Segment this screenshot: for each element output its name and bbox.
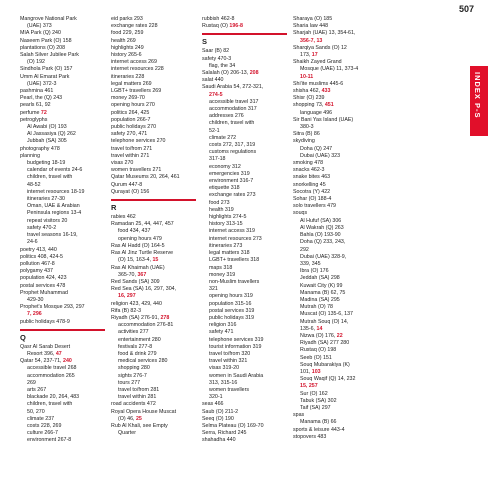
- index-subentry: exchange rates 273: [209, 192, 256, 199]
- index-subentry: climate 237: [27, 415, 55, 422]
- index-entry: shisha 462, 433: [293, 88, 331, 95]
- index-entry: Qurayat (O) 156: [111, 188, 150, 195]
- index-entry: telephone services 270: [111, 138, 166, 145]
- index-subentry: internet resources 273: [209, 235, 262, 242]
- index-subentry: children, travel with: [209, 120, 255, 127]
- index-subentry: 135-6, 14: [300, 325, 323, 332]
- index-subentry: Quarter: [118, 430, 136, 437]
- index-entry: petroglyphs: [20, 116, 48, 123]
- index-subentry: accessible travel 317: [209, 98, 259, 105]
- index-subentry: 365-70, 367: [118, 271, 147, 278]
- index-entry: snacks 462-3: [293, 167, 325, 174]
- highlight-page-ref: 16, 297: [118, 293, 136, 300]
- section-letter: Q: [20, 329, 105, 342]
- index-entry: pearls 61, 92: [20, 102, 51, 109]
- index-subentry: Ibra (O) 176: [300, 268, 329, 275]
- index-subentry: religion 316: [209, 322, 237, 329]
- index-subentry: women in Saudi Arabia: [209, 372, 264, 379]
- index-thumb-label: INDEX P-S: [473, 72, 482, 119]
- highlight-page-ref: 25: [135, 415, 142, 422]
- index-subentry: 429-30: [27, 296, 44, 303]
- index-entry: visas 270: [111, 160, 134, 167]
- index-entry: Saub (O) 211-2: [202, 408, 239, 415]
- index-entry: Red Sea (SA) 16, 297, 304,: [111, 286, 177, 293]
- index-subentry: Madina (SA) 295: [300, 296, 340, 303]
- highlight-page-ref: 10-11: [300, 73, 314, 80]
- index-subentry: [202, 92, 287, 99]
- index-subentry: 48-52: [27, 181, 41, 188]
- index-subentry: Bahla (O) 193-90: [300, 232, 341, 239]
- highlight-page-ref: 433: [321, 88, 331, 95]
- index-subentry: travel within 281: [118, 394, 157, 401]
- index-subentry: 292: [300, 246, 309, 253]
- index-entry: Salah Silver Jubilee Park: [20, 52, 79, 59]
- index-entry: public holidays 478-9: [20, 318, 70, 325]
- index-entry: perfume 72: [20, 109, 47, 116]
- index-subentry: legal matters 318: [209, 250, 250, 257]
- index-subentry: visas 319-20: [209, 365, 240, 372]
- index-subentry: highlights 274-5: [209, 214, 247, 221]
- index-entry: Sindhola Park (O) 157: [20, 66, 73, 73]
- index-subentry: public holidays 319: [209, 314, 255, 321]
- index-entry: Ramadan 25, 44, 447, 457: [111, 221, 174, 228]
- index-entry: Sharaya (O) 185: [293, 16, 333, 22]
- index-entry: road accidents 472: [111, 401, 156, 408]
- index-subentry: 380-3: [300, 124, 314, 131]
- index-entry: women travellers 271: [111, 167, 162, 174]
- index-entry: Red Sands (SA) 309: [111, 278, 160, 285]
- highlight-page-ref: 17: [311, 52, 318, 59]
- index-column-4: [293, 16, 378, 486]
- index-subentry: Tabuk (SA) 302: [300, 397, 337, 404]
- highlight-page-ref: 356-7, 13: [300, 37, 323, 44]
- index-subentry: safety 470-2: [27, 224, 57, 231]
- index-entry: Sitra (B) 86: [293, 131, 320, 138]
- index-entry: Riyadh (SA) 276-91, 278: [111, 314, 170, 321]
- index-entry: public holidays 270: [111, 124, 157, 131]
- index-entry: Royal Opera House Muscat: [111, 408, 177, 415]
- index-column-2: [111, 16, 196, 486]
- index-entry: religion 423, 429, 440: [111, 300, 162, 307]
- index-subentry: travel to/from 320: [209, 350, 251, 357]
- index-subentry: addresses 276: [209, 113, 244, 120]
- index-entry: Pearl, the (Q) 243: [20, 95, 63, 102]
- index-subentry: etiquette 318: [209, 185, 240, 192]
- index-subentry: festivals 277-8: [118, 343, 153, 350]
- index-subentry: internet resources 18-19: [27, 188, 85, 195]
- index-entry: Sharqiya Sands (O) 12: [293, 44, 347, 51]
- index-subentry: Seeb (O) 151: [300, 354, 332, 361]
- index-entry: salat 440: [202, 77, 224, 84]
- index-entry: Naseem Park (O) 158: [20, 37, 72, 44]
- index-entry: Sharjah (UAE) 13, 354-61,: [293, 30, 356, 37]
- index-entry: highlights 249: [111, 44, 144, 51]
- index-entry: food 229, 259: [111, 30, 144, 37]
- index-subentry: Oman, UAE & Arabian: [27, 203, 80, 210]
- index-entry: Shi'ite muslims 445-6: [293, 80, 344, 87]
- index-entry: sports & leisure 443-4: [293, 426, 345, 433]
- index-subentry: climate 272: [209, 134, 237, 141]
- index-entry: plantations (O) 208: [20, 44, 66, 51]
- index-subentry: accommodation 317: [209, 106, 257, 113]
- index-subentry: (UAE) 372-3: [27, 80, 57, 87]
- index-subentry: Al Hufuf (SA) 306: [300, 217, 342, 224]
- index-entry: eid parks 293: [111, 16, 143, 22]
- index-entry: Umm Al Emarat Park: [20, 73, 70, 80]
- index-subentry: Resort 396, 47: [27, 350, 62, 357]
- index-subentry: 173, 17: [300, 52, 318, 59]
- index-entry: Prophet Muhammad: [20, 289, 68, 296]
- index-subentry: Souq Waqif (Q) 14, 232: [300, 376, 356, 383]
- index-subentry: itineraries 273: [209, 242, 243, 249]
- index-subentry: language 496: [300, 109, 333, 116]
- index-subentry: Mutrah (O) 78: [300, 304, 333, 311]
- index-subentry: maps 318: [209, 264, 233, 271]
- index-entry: safety 270, 471: [111, 131, 148, 138]
- index-subentry: Doha (Q) 233, 243,: [300, 239, 346, 246]
- index-subentry: Sur (O) 162: [300, 390, 328, 397]
- index-subentry: Muscat (O) 135-6, 137: [300, 311, 353, 318]
- highlight-page-ref: 367: [137, 271, 147, 278]
- index-subentry: women travellers: [209, 386, 250, 393]
- index-subentry: money 319: [209, 271, 236, 278]
- index-entry: skydiving: [293, 138, 315, 145]
- index-subentry: calendar of events 24-6: [27, 167, 83, 174]
- index-subentry: non-Muslim travellers: [209, 278, 260, 285]
- index-subentry: [20, 311, 105, 318]
- index-subentry: Taif (SA) 297: [300, 404, 331, 411]
- index-entry: Seeq (O) 190: [202, 415, 234, 422]
- index-entry: Qatar Museums 20, 264, 461: [111, 174, 180, 181]
- index-entry: internet access 269: [111, 59, 157, 66]
- index-entry: politics 264, 425: [111, 109, 150, 116]
- index-subentry: 321: [209, 286, 218, 293]
- highlight-page-ref: 22: [336, 332, 343, 339]
- index-subentry: customs regulations: [209, 149, 257, 156]
- index-subentry: environment 267-8: [27, 437, 72, 444]
- index-subentry: 52-1: [209, 127, 220, 134]
- index-entry: snorkelling 45: [293, 181, 326, 188]
- index-subentry: Mosque (UAE) 11, 373-4: [300, 66, 359, 73]
- highlight-page-ref: 278: [160, 314, 170, 321]
- index-entry: Selma Plateau (O) 169-70: [202, 422, 264, 429]
- index-subentry: arts 267: [27, 386, 47, 393]
- index-subentry: culture 266-7: [27, 430, 58, 437]
- index-subentry: Al Wakrah (Q) 263: [300, 224, 344, 231]
- index-entry: rubbish 462-8: [202, 16, 235, 22]
- index-subentry: accommodation 265: [27, 372, 75, 379]
- index-subentry: (O) 192: [27, 59, 45, 66]
- index-entry: smoking 478: [293, 160, 324, 167]
- index-subentry: flag, the 34: [209, 62, 236, 69]
- index-subentry: 24-6: [27, 239, 38, 246]
- index-subentry: shopping 280: [118, 365, 150, 372]
- index-subentry: food 273: [209, 199, 230, 206]
- index-subentry: history 313-15: [209, 221, 243, 228]
- index-entry: Qurum 447-8: [111, 181, 143, 188]
- index-subentry: travel within 321: [209, 358, 248, 365]
- index-subentry: entertainment 280: [118, 336, 161, 343]
- index-subentry: travel to/from 281: [118, 386, 160, 393]
- index-entry: travel to/from 271: [111, 145, 153, 152]
- index-subentry: telephone services 319: [209, 336, 264, 343]
- index-subentry: 50, 270: [27, 408, 45, 415]
- highlight-page-ref: 15, 257: [300, 383, 318, 390]
- index-subentry: budgeting 18-19: [27, 160, 66, 167]
- index-subentry: tours 277: [118, 379, 141, 386]
- index-subentry: 317-18: [209, 156, 226, 163]
- index-subentry: safety 471: [209, 329, 234, 336]
- index-entry: money 269-70: [111, 95, 145, 102]
- index-entry: internet resources 228: [111, 66, 164, 73]
- index-entry: snake bites 463: [293, 174, 331, 181]
- index-entry: Rustaq (O) 196-8: [202, 23, 243, 30]
- index-entry: Shaikh Zayed Grand: [293, 59, 342, 66]
- index-entry: postal services 478: [20, 282, 66, 289]
- section-letter: R: [111, 199, 196, 212]
- index-subentry: food & drink 279: [118, 350, 157, 357]
- page-number: 507: [458, 4, 474, 14]
- index-subentry: Dubai (UAE) 328-9,: [300, 253, 347, 260]
- index-subentry: (O) 15, 163-4, 15: [118, 257, 159, 264]
- index-subentry: 101, 103: [300, 368, 321, 375]
- index-entry: Ras Al Hadd (O) 164-5: [111, 242, 165, 249]
- index-column-1: [20, 16, 105, 486]
- index-subentry: Al Jassasiya (Q) 262: [27, 131, 76, 138]
- index-subentry: Al Awabi (O) 193: [27, 124, 67, 131]
- highlight-page-ref: 103: [311, 368, 321, 375]
- index-entry: safety 470-3: [202, 55, 232, 62]
- index-subentry: [111, 293, 196, 300]
- index-entry: pollution 467-8: [20, 260, 55, 267]
- index-entry: exchange rates 228: [111, 23, 158, 30]
- index-entry: photography 478: [20, 145, 60, 152]
- index-entry: politics 408, 424-5: [20, 253, 63, 260]
- highlight-page-ref: 72: [40, 109, 47, 116]
- index-subentry: repeat visitors 20: [27, 217, 68, 224]
- index-entry: Qasr Al Sarab Desert: [20, 343, 71, 350]
- index-subentry: Kuwait City (K) 99: [300, 282, 343, 289]
- index-subentry: Souq Mubarakiya (K): [300, 361, 350, 368]
- index-entry: planning: [20, 152, 41, 159]
- index-entry: LGBT+ travellers 269: [111, 88, 162, 95]
- index-subentry: Doha (Q) 247: [300, 145, 333, 152]
- index-entry: population 266-7: [111, 116, 151, 123]
- index-entry: spas: [293, 412, 305, 419]
- index-subentry: (UAE) 373: [27, 23, 52, 30]
- index-subentry: 269: [27, 379, 36, 386]
- index-subentry: Manama (B) 62, 75: [300, 289, 346, 296]
- index-entry: Mangrove National Park: [20, 16, 77, 22]
- index-entry: Qatar 54, 237-71, 240: [20, 358, 72, 365]
- index-subentry: tourist information 319: [209, 343, 262, 350]
- index-columns: [20, 16, 465, 486]
- index-entry: Saudi Arabia 54, 272-321,: [202, 84, 264, 91]
- index-entry: souqs: [293, 210, 308, 217]
- index-subentry: internet access 319: [209, 228, 255, 235]
- index-entry: solo travellers 479: [293, 203, 336, 210]
- index-entry: seas 466: [202, 401, 224, 408]
- index-subentry: activities 277: [118, 329, 149, 336]
- index-subentry: Jeddah (SA) 298: [300, 275, 340, 282]
- index-entry: Ras Al Khaimah (UAE): [111, 264, 165, 271]
- highlight-page-ref: 208: [249, 70, 259, 77]
- index-entry: Rifa (B) 82-3: [111, 307, 142, 314]
- index-subentry: medical services 280: [118, 358, 168, 365]
- highlight-page-ref: 274-5: [209, 91, 223, 98]
- index-subentry: emergencies 319: [209, 170, 250, 177]
- index-entry: Sohar (O) 188-4: [293, 196, 332, 203]
- highlight-page-ref: 7, 296: [27, 311, 42, 318]
- index-entry: Prophet's Mosque 293, 297: [20, 304, 85, 311]
- index-entry: Sharia law 448: [293, 23, 329, 30]
- index-entry: population 424, 423: [20, 275, 67, 282]
- highlight-page-ref: 15: [152, 257, 159, 264]
- index-entry: history 265-6: [111, 52, 142, 59]
- index-entry: legal matters 269: [111, 80, 152, 87]
- index-subentry: Riyadh (SA) 277 280: [300, 340, 350, 347]
- highlight-page-ref: 14: [316, 325, 323, 332]
- index-entry: shahadha 440: [202, 437, 236, 444]
- index-subentry: 320-1: [209, 394, 223, 401]
- index-entry: polygamy 437: [20, 268, 53, 275]
- index-entry: Shisr (O) 239: [293, 95, 325, 102]
- index-subentry: population 315-16: [209, 300, 252, 307]
- index-entry: itineraries 228: [111, 73, 145, 80]
- index-subentry: Nizwa (O) 176, 22: [300, 332, 343, 339]
- highlight-page-ref: 196-8: [229, 23, 243, 30]
- index-subentry: [293, 38, 378, 45]
- index-entry: Serra, Richard 245: [202, 430, 247, 437]
- index-subentry: blackade 20, 264, 483: [27, 394, 80, 401]
- highlight-page-ref: 47: [55, 350, 62, 357]
- index-entry: travel within 271: [111, 152, 150, 159]
- index-entry: rabies 462: [111, 214, 136, 221]
- index-entry: Rub Al Khali, see Empty: [111, 422, 168, 429]
- index-subentry: Dubai (UAE) 323: [300, 152, 341, 159]
- index-entry: Socotra (Y) 422: [293, 188, 331, 195]
- index-entry: shopping 73, 451: [293, 102, 334, 109]
- index-subentry: Rustaq (O) 198: [300, 347, 337, 354]
- index-subentry: Jubbah (SA) 305: [27, 138, 67, 145]
- highlight-page-ref: 451: [324, 102, 334, 109]
- index-entry: Sir Bani Yas Island (UAE): [293, 116, 354, 123]
- index-thumb-tab: [470, 66, 488, 136]
- index-subentry: environment 316-7: [209, 178, 254, 185]
- index-subentry: children, travel with: [27, 174, 73, 181]
- index-subentry: costs 228, 269: [27, 422, 62, 429]
- index-subentry: [293, 383, 378, 390]
- highlight-page-ref: 240: [63, 358, 72, 365]
- index-column-3: [202, 16, 287, 486]
- index-subentry: [293, 74, 378, 81]
- index-subentry: (O) 46, 25: [118, 415, 142, 422]
- index-subentry: Mutrah Souq (O) 14,: [300, 318, 349, 325]
- index-entry: pashmina 461: [20, 88, 54, 95]
- index-entry: stopovers 483: [293, 433, 327, 440]
- index-subentry: Peninsula regions 13-4: [27, 210, 82, 217]
- index-subentry: costs 272, 317, 319: [209, 142, 256, 149]
- index-subentry: economy 312: [209, 163, 241, 170]
- index-entry: Ras Al Jinz Turtle Reserve: [111, 250, 174, 257]
- index-entry: MIA Park (Q) 240: [20, 30, 61, 37]
- index-entry: Saar (B) 82: [202, 48, 230, 55]
- index-subentry: travel seasons 16-19,: [27, 232, 78, 239]
- index-subentry: LGBT+ travellers 318: [209, 257, 260, 264]
- index-subentry: 313, 315-16: [209, 379, 238, 386]
- index-subentry: food 434, 437: [118, 228, 151, 235]
- index-subentry: opening hours 319: [209, 293, 253, 300]
- index-subentry: accessible travel 268: [27, 365, 77, 372]
- index-entry: opening hours 270: [111, 102, 155, 109]
- index-subentry: itineraries 27-30: [27, 196, 65, 203]
- index-subentry: children, travel with: [27, 401, 73, 408]
- index-subentry: opening hours 479: [118, 235, 162, 242]
- index-subentry: 339, 345: [300, 260, 321, 267]
- section-letter: S: [202, 33, 287, 46]
- index-subentry: postal services 319: [209, 307, 255, 314]
- index-subentry: health 319: [209, 206, 234, 213]
- index-subentry: Manama (B) 66: [300, 419, 337, 426]
- index-subentry: sights 276-7: [118, 372, 147, 379]
- index-entry: poetry 413, 440: [20, 246, 57, 253]
- index-entry: Salalah (O) 206-13, 208: [202, 70, 259, 77]
- index-entry: health 269: [111, 37, 136, 44]
- index-subentry: accommodation 276-81: [118, 322, 174, 329]
